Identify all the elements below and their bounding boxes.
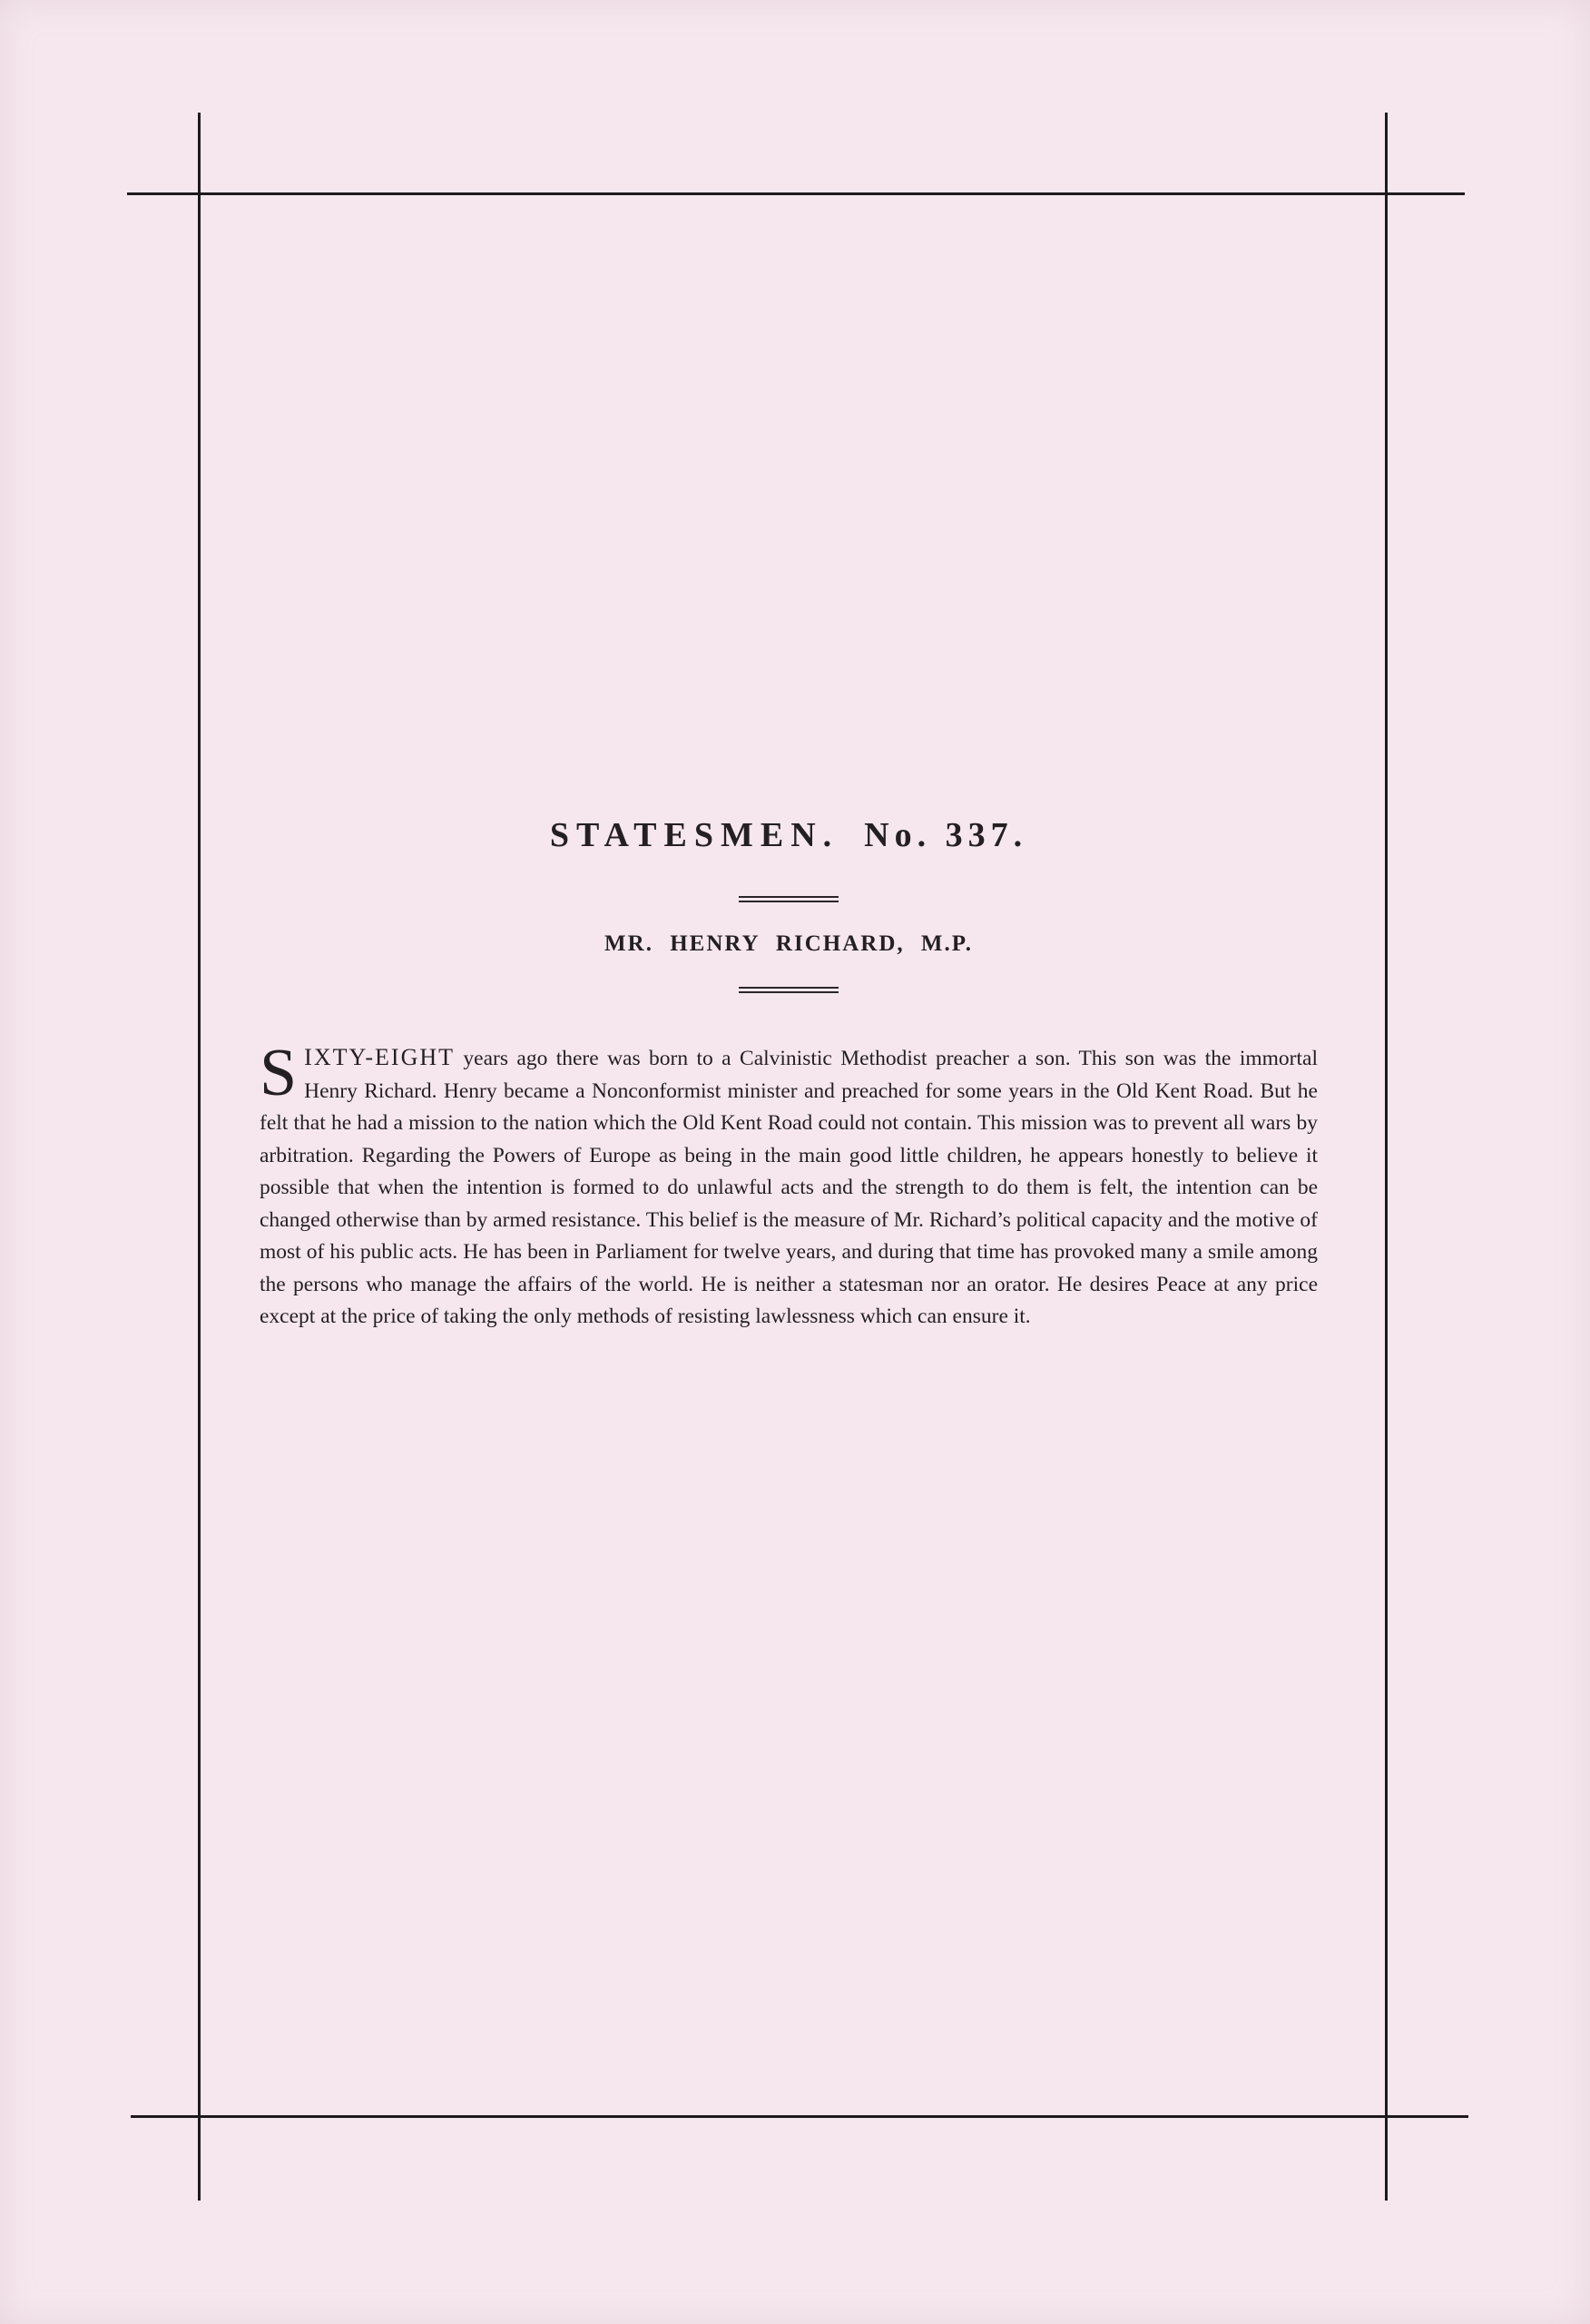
frame-right-rule bbox=[1385, 113, 1388, 2201]
series-title: STATESMEN. bbox=[549, 816, 839, 854]
frame-top-rule bbox=[127, 192, 1465, 195]
article-body bbox=[260, 1036, 1318, 1334]
drop-cap: S bbox=[260, 1036, 298, 1110]
frame-left-rule bbox=[198, 113, 201, 2201]
series-heading bbox=[260, 812, 1318, 858]
lead-words: IXTY-EIGHT bbox=[304, 1044, 455, 1070]
frame-bottom-rule bbox=[131, 2115, 1468, 2118]
series-number: No. 337. bbox=[864, 816, 1028, 854]
title-ornament-rule bbox=[739, 896, 839, 903]
subtitle-ornament-rule bbox=[739, 987, 839, 994]
body-text: years ago there was born to a Calvinistic Methodist preacher a son. This son was the immortal Henry Richard. Henry became a Nonconformist minister and preached for some years in the Old Kent Road. But he felt that he had a mission to the nation which the Old Kent Road could not contain. This mission was to prevent all wars by arbitration. Regarding the Powers of Europe as being in the main good little children, he appears honestly to believe it possible that when the intention is formed to do unlawful acts and the strength to do them is felt, the intention can be changed otherwise than by armed resistance. This belief is the measure of Mr. Richard’s political capacity and the motive of most of his public acts. He has been in Parliament for twelve years, and during that time has provoked many a smile among the persons who manage the affairs of the world. He is neither a statesman nor an orator. He desires Peace at any price except at the price of taking the only methods of resisting lawlessness which can ensure it. bbox=[260, 1047, 1318, 1328]
subject-title: MR. HENRY RICHARD, M.P. bbox=[604, 931, 973, 956]
article bbox=[260, 812, 1318, 1334]
